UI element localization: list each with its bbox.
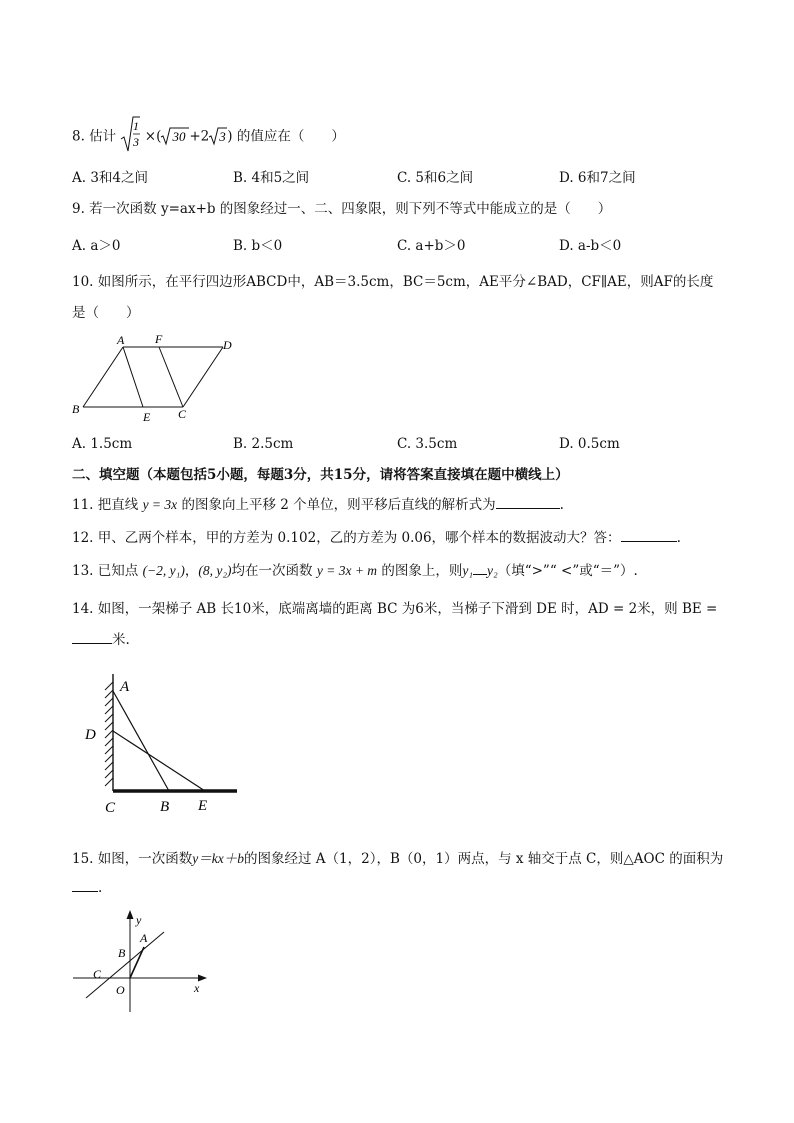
q10-side-cd bbox=[183, 347, 223, 407]
q8-option-c[interactable]: C. 5和6之间 bbox=[397, 170, 474, 186]
q14-label-c: C bbox=[105, 800, 116, 816]
q8-open: ( bbox=[156, 128, 162, 145]
q12-answer-blank[interactable] bbox=[621, 529, 677, 542]
q10-line2: 是（ ） bbox=[72, 305, 140, 321]
q9-option-a[interactable]: A. a＞0 bbox=[72, 238, 121, 254]
q14-label-b: B bbox=[160, 799, 170, 815]
q10-label-b: B bbox=[72, 402, 80, 416]
q8-option-a[interactable]: A. 3和4之间 bbox=[72, 170, 149, 186]
q10-segment-ae bbox=[123, 347, 143, 407]
q13-equation: y = 3x + m bbox=[316, 563, 378, 578]
q8-times: × bbox=[144, 128, 157, 145]
q8-plus-two: +2 bbox=[189, 128, 210, 145]
q10-label-a: A bbox=[117, 333, 125, 347]
q15-label-c: C bbox=[93, 967, 102, 981]
q8-sqrt-fraction bbox=[120, 115, 140, 155]
q14-label-e: E bbox=[198, 798, 208, 814]
q8-close: ) bbox=[227, 128, 233, 145]
q8-option-b[interactable]: B. 4和5之间 bbox=[233, 170, 310, 186]
q10-label-e: E bbox=[143, 410, 151, 424]
q15-label-b: B bbox=[118, 946, 126, 960]
q12-end: . bbox=[676, 530, 681, 546]
q13-y1: y₁ bbox=[462, 563, 474, 578]
q13-mid: 均在一次函数 bbox=[231, 563, 313, 579]
q8-frac-den: 3 bbox=[133, 135, 140, 149]
q8-sqrt30-value: 30 bbox=[172, 129, 186, 144]
q9-text: 9. 若一次函数 y=ax+b 的图象经过一、二、四象限，则下列不等式中能成立的是（ ） bbox=[72, 201, 612, 217]
q8-prefix: 8. 估计 bbox=[72, 128, 117, 145]
q9-option-c[interactable]: C. a+b＞0 bbox=[397, 238, 466, 254]
q11-end: . bbox=[559, 497, 564, 513]
q12-text: 12. 甲、乙两个样本，甲的方差为 0.102，乙的方差为 0.06，哪个样本的数据波动大？答： bbox=[72, 530, 621, 546]
q8-sqrt30 bbox=[161, 126, 189, 146]
q11-suffix: 的图象向上平移 2 个单位，则平移后直线的解析式为 bbox=[181, 497, 496, 513]
q10-segment-cf bbox=[159, 347, 183, 407]
q10-option-b[interactable]: B. 2.5cm bbox=[233, 436, 294, 452]
q9-option-d[interactable]: D. a-b＜0 bbox=[559, 238, 622, 254]
q13-prefix: 13. 已知点 bbox=[72, 563, 139, 579]
q13-mid2: 的图象上，则 bbox=[381, 563, 463, 579]
q10-option-c[interactable]: C. 3.5cm bbox=[397, 436, 458, 452]
q10-line1: 10. 如图所示，在平行四边形ABCD中，AB＝3.5cm，BC＝5cm，AE平分∠BAD，CF∥AE，则AF的长度 bbox=[72, 274, 714, 290]
q14-line2-end: 米. bbox=[112, 632, 130, 648]
section-2-title: 二、填空题（本题包括5小题，每题3分，共15分，请将答案直接填在题中横线上） bbox=[72, 467, 569, 483]
q15-segment-oa bbox=[130, 947, 144, 978]
q15-line-graph bbox=[86, 932, 164, 998]
q13-suffix: （填“>”“ <”或“＝”）. bbox=[497, 563, 638, 579]
q8-suffix: 的值应在（ ） bbox=[236, 128, 345, 145]
q8-frac-num: 1 bbox=[133, 119, 140, 133]
q15-label-y: y bbox=[136, 913, 142, 927]
q13-point-1: (−2, y₁) bbox=[142, 563, 185, 578]
q10-label-c: C bbox=[178, 407, 187, 421]
q14-wall-hatching bbox=[105, 682, 113, 786]
q15-x-axis-arrow bbox=[198, 975, 207, 982]
q13-point-2: (8, y₂) bbox=[198, 563, 232, 578]
q13-answer-blank[interactable] bbox=[473, 562, 487, 575]
q15-answer-blank[interactable] bbox=[72, 879, 98, 892]
q15-prefix: 15. 如图，一次函数 bbox=[72, 851, 193, 867]
q14-ladder-figure bbox=[80, 664, 250, 824]
q15-label-a: A bbox=[140, 931, 148, 945]
q13-line bbox=[72, 559, 638, 579]
q14-ladder-ab bbox=[113, 691, 169, 791]
q15-label-o: O bbox=[116, 983, 125, 997]
q15-line1 bbox=[72, 847, 723, 867]
q13-y2: y₂ bbox=[487, 563, 498, 578]
q8-option-d[interactable]: D. 6和7之间 bbox=[559, 170, 636, 186]
q9-option-b[interactable]: B. b＜0 bbox=[233, 238, 283, 254]
q11-equation: y = 3x bbox=[142, 497, 178, 512]
q10-option-a[interactable]: A. 1.5cm bbox=[72, 436, 133, 452]
q14-line2 bbox=[72, 628, 130, 648]
q11-answer-blank[interactable] bbox=[496, 496, 560, 509]
q14-line1: 14. 如图，一架梯子 AB 长10米，底端离墙的距离 BC 为6米，当梯子下滑到 DE 时，AD = 2米，则 BE = bbox=[72, 601, 718, 617]
q11-line bbox=[72, 493, 564, 513]
q15-label-x: x bbox=[194, 981, 200, 995]
q10-side-ab bbox=[83, 347, 123, 407]
q13-comma: ， bbox=[184, 563, 199, 579]
q8-sqrt3-value: 3 bbox=[219, 129, 227, 144]
q15-y-axis-arrow bbox=[127, 910, 134, 919]
q10-label-d: D bbox=[223, 338, 232, 352]
q15-line2 bbox=[72, 879, 102, 896]
q15-end: . bbox=[98, 880, 103, 896]
q14-answer-blank[interactable] bbox=[72, 631, 112, 644]
q12-line bbox=[72, 526, 681, 546]
q15-suffix: 的图象经过 A（1，2），B（0，1）两点，与 x 轴交于点 C，则△AOC 的面积为 bbox=[244, 851, 724, 867]
q15-equation: y＝kx＋b bbox=[192, 851, 244, 866]
q10-option-d[interactable]: D. 0.5cm bbox=[559, 436, 620, 452]
q14-label-d: D bbox=[85, 727, 96, 743]
q8-line bbox=[72, 117, 345, 157]
q15-graph-figure bbox=[68, 906, 218, 1016]
q11-prefix: 11. 把直线 bbox=[72, 497, 139, 513]
q14-label-a: A bbox=[120, 679, 130, 695]
q10-parallelogram-figure bbox=[66, 330, 246, 425]
q10-label-f: F bbox=[155, 332, 163, 346]
q8-sqrt3 bbox=[209, 126, 227, 146]
q14-ladder-de bbox=[113, 731, 205, 791]
